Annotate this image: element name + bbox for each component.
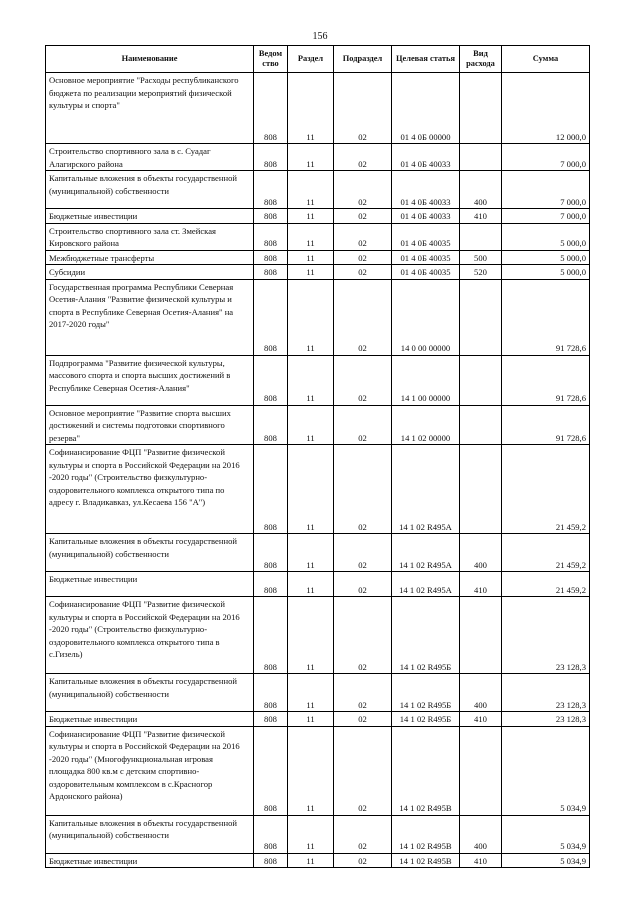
cell-vid — [460, 144, 502, 171]
cell-podrazdel: 02 — [334, 674, 392, 712]
cell-vid: 500 — [460, 250, 502, 265]
table-row — [46, 712, 590, 727]
cell-sum: 5 034,9 — [502, 815, 590, 853]
cell-name: Бюджетные инвестиции — [46, 572, 254, 597]
cell-razdel: 11 — [288, 815, 334, 853]
cell-podrazdel: 02 — [334, 534, 392, 572]
table-row — [46, 209, 590, 224]
cell-podrazdel: 02 — [334, 405, 392, 445]
cell-vedom: 808 — [254, 597, 288, 674]
cell-sum: 91 728,6 — [502, 279, 590, 355]
cell-sum: 23 128,3 — [502, 712, 590, 727]
budget-table — [45, 45, 590, 868]
cell-podrazdel: 02 — [334, 223, 392, 250]
cell-podrazdel: 02 — [334, 250, 392, 265]
header-razdel: Раздел — [288, 46, 334, 73]
table-row — [46, 279, 590, 355]
cell-sum: 23 128,3 — [502, 674, 590, 712]
header-target: Целевая статья — [392, 46, 460, 73]
cell-vid — [460, 279, 502, 355]
cell-vedom: 808 — [254, 171, 288, 209]
cell-vid: 410 — [460, 572, 502, 597]
cell-podrazdel: 02 — [334, 853, 392, 868]
cell-name: Бюджетные инвестиции — [46, 209, 254, 224]
cell-name: Основное мероприятие "Расходы республиканского бюджета по реализации мероприятий физической культуры и спорта" — [46, 73, 254, 144]
cell-target: 14 1 02 00000 — [392, 405, 460, 445]
cell-sum: 12 000,0 — [502, 73, 590, 144]
cell-target: 14 1 00 00000 — [392, 355, 460, 405]
cell-vedom: 808 — [254, 405, 288, 445]
cell-razdel: 11 — [288, 405, 334, 445]
table-row — [46, 597, 590, 674]
cell-vedom: 808 — [254, 223, 288, 250]
header-name: Наименование — [46, 46, 254, 73]
cell-razdel: 11 — [288, 534, 334, 572]
cell-vid: 410 — [460, 209, 502, 224]
cell-vedom: 808 — [254, 265, 288, 280]
cell-name: Строительство спортивного зала ст. Змейская Кировского района — [46, 223, 254, 250]
cell-podrazdel: 02 — [334, 597, 392, 674]
cell-vid: 410 — [460, 853, 502, 868]
cell-sum: 5 034,9 — [502, 853, 590, 868]
cell-razdel: 11 — [288, 73, 334, 144]
table-row — [46, 144, 590, 171]
cell-podrazdel: 02 — [334, 171, 392, 209]
table-row — [46, 815, 590, 853]
cell-razdel: 11 — [288, 597, 334, 674]
cell-target: 14 1 02 R495Б — [392, 674, 460, 712]
table-row — [46, 171, 590, 209]
cell-sum: 5 034,9 — [502, 726, 590, 815]
cell-name: Бюджетные инвестиции — [46, 712, 254, 727]
cell-vedom: 808 — [254, 250, 288, 265]
cell-name: Государственная программа Республики Северная Осетия-Алания "Развитие физической культуры и спорта в Республике Северная Осетия-Алания" на 2017-2020 годы" — [46, 279, 254, 355]
cell-podrazdel: 02 — [334, 815, 392, 853]
cell-razdel: 11 — [288, 223, 334, 250]
table-row — [46, 223, 590, 250]
cell-vedom: 808 — [254, 815, 288, 853]
cell-target: 14 1 02 R495А — [392, 572, 460, 597]
cell-razdel: 11 — [288, 144, 334, 171]
header-vid: Вид расхода — [460, 46, 502, 73]
cell-podrazdel: 02 — [334, 445, 392, 534]
cell-name: Основное мероприятие "Развитие спорта высших достижений и системы подготовки спортивного резерва" — [46, 405, 254, 445]
cell-target: 01 4 0Б 40035 — [392, 250, 460, 265]
cell-name: Строительство спортивного зала в с. Суадаг Алагирского района — [46, 144, 254, 171]
cell-sum: 23 128,3 — [502, 597, 590, 674]
table-row — [46, 73, 590, 144]
cell-target: 14 1 02 R495В — [392, 853, 460, 868]
cell-target: 01 4 0Б 00000 — [392, 73, 460, 144]
cell-target: 01 4 0Б 40033 — [392, 209, 460, 224]
cell-sum: 21 459,2 — [502, 534, 590, 572]
cell-name: Субсидии — [46, 265, 254, 280]
table-row — [46, 853, 590, 868]
cell-razdel: 11 — [288, 250, 334, 265]
cell-target: 14 1 02 R495А — [392, 445, 460, 534]
table-row — [46, 250, 590, 265]
cell-vedom: 808 — [254, 445, 288, 534]
cell-podrazdel: 02 — [334, 144, 392, 171]
cell-name: Капитальные вложения в объекты государственной (муниципальной) собственности — [46, 171, 254, 209]
table-row — [46, 405, 590, 445]
cell-target: 01 4 0Б 40033 — [392, 144, 460, 171]
cell-vid: 400 — [460, 815, 502, 853]
cell-vedom: 808 — [254, 209, 288, 224]
cell-sum: 7 000,0 — [502, 144, 590, 171]
cell-name: Бюджетные инвестиции — [46, 853, 254, 868]
cell-vedom: 808 — [254, 712, 288, 727]
cell-vedom: 808 — [254, 853, 288, 868]
cell-vid — [460, 597, 502, 674]
cell-sum: 91 728,6 — [502, 355, 590, 405]
cell-vid: 400 — [460, 171, 502, 209]
cell-razdel: 11 — [288, 445, 334, 534]
cell-podrazdel: 02 — [334, 572, 392, 597]
cell-target: 01 4 0Б 40033 — [392, 171, 460, 209]
cell-podrazdel: 02 — [334, 265, 392, 280]
cell-razdel: 11 — [288, 712, 334, 727]
cell-razdel: 11 — [288, 171, 334, 209]
cell-target: 14 0 00 00000 — [392, 279, 460, 355]
cell-name: Капитальные вложения в объекты государственной (муниципальной) собственности — [46, 534, 254, 572]
cell-name: Софинансирование ФЦП "Развитие физической культуры и спорта в Российской Федерации на 2016 -2020 годы" (Строительство физкультурно-оздоровительного комплекса открытого типа по адресу г. Владикавказ, ул.Кесаева 156 "А") — [46, 445, 254, 534]
cell-podrazdel: 02 — [334, 209, 392, 224]
cell-vedom: 808 — [254, 144, 288, 171]
cell-name: Подпрограмма "Развитие физической культуры, массового спорта и спорта высших достижений в Республике Северная Осетия-Алания" — [46, 355, 254, 405]
table-row — [46, 674, 590, 712]
cell-podrazdel: 02 — [334, 712, 392, 727]
cell-sum: 21 459,2 — [502, 572, 590, 597]
cell-vid — [460, 355, 502, 405]
cell-vedom: 808 — [254, 355, 288, 405]
table-row — [46, 534, 590, 572]
cell-razdel: 11 — [288, 572, 334, 597]
cell-vedom: 808 — [254, 73, 288, 144]
cell-sum: 21 459,2 — [502, 445, 590, 534]
header-vedom: Ведом ство — [254, 46, 288, 73]
cell-sum: 5 000,0 — [502, 250, 590, 265]
cell-podrazdel: 02 — [334, 355, 392, 405]
cell-name: Капитальные вложения в объекты государственной (муниципальной) собственности — [46, 674, 254, 712]
cell-name: Софинансирование ФЦП "Развитие физической культуры и спорта в Российской Федерации на 2016 -2020 годы" (Строительство физкультурно-оздоровительного комплекса открытого типа в с.Гизель) — [46, 597, 254, 674]
cell-vedom: 808 — [254, 674, 288, 712]
cell-vid: 410 — [460, 712, 502, 727]
table-header-row — [46, 46, 590, 73]
cell-vid — [460, 73, 502, 144]
table-row — [46, 355, 590, 405]
cell-target: 14 1 02 R495Б — [392, 712, 460, 727]
cell-sum: 7 000,0 — [502, 171, 590, 209]
cell-razdel: 11 — [288, 853, 334, 868]
cell-razdel: 11 — [288, 674, 334, 712]
cell-target: 14 1 02 R495В — [392, 726, 460, 815]
table-row — [46, 572, 590, 597]
cell-vid — [460, 405, 502, 445]
cell-vid — [460, 445, 502, 534]
cell-vedom: 808 — [254, 726, 288, 815]
table-row — [46, 265, 590, 280]
cell-sum: 5 000,0 — [502, 265, 590, 280]
cell-podrazdel: 02 — [334, 726, 392, 815]
cell-vid: 400 — [460, 674, 502, 712]
cell-razdel: 11 — [288, 355, 334, 405]
cell-name: Софинансирование ФЦП "Развитие физической культуры и спорта в Российской Федерации на 2016 -2020 годы" (Многофункциональная игровая площадка 800 кв.м с детским спортивно-оздоровительным комплексом в с.Красногор Ардонского района) — [46, 726, 254, 815]
cell-vedom: 808 — [254, 534, 288, 572]
table-row — [46, 445, 590, 534]
cell-sum: 7 000,0 — [502, 209, 590, 224]
cell-target: 01 4 0Б 40035 — [392, 265, 460, 280]
cell-target: 14 1 02 R495В — [392, 815, 460, 853]
cell-podrazdel: 02 — [334, 73, 392, 144]
cell-target: 01 4 0Б 40035 — [392, 223, 460, 250]
cell-podrazdel: 02 — [334, 279, 392, 355]
cell-target: 14 1 02 R495А — [392, 534, 460, 572]
cell-sum: 91 728,6 — [502, 405, 590, 445]
cell-vedom: 808 — [254, 572, 288, 597]
cell-vid — [460, 223, 502, 250]
cell-razdel: 11 — [288, 265, 334, 280]
cell-vid: 520 — [460, 265, 502, 280]
header-podrazdel: Подраздел — [334, 46, 392, 73]
cell-razdel: 11 — [288, 279, 334, 355]
table-row — [46, 726, 590, 815]
cell-razdel: 11 — [288, 209, 334, 224]
cell-vid: 400 — [460, 534, 502, 572]
header-sum: Сумма — [502, 46, 590, 73]
cell-name: Капитальные вложения в объекты государственной (муниципальной) собственности — [46, 815, 254, 853]
cell-target: 14 1 02 R495Б — [392, 597, 460, 674]
cell-vid — [460, 726, 502, 815]
cell-name: Межбюджетные трансферты — [46, 250, 254, 265]
cell-razdel: 11 — [288, 726, 334, 815]
page-number: 156 — [312, 31, 328, 42]
cell-sum: 5 000,0 — [502, 223, 590, 250]
cell-vedom: 808 — [254, 279, 288, 355]
